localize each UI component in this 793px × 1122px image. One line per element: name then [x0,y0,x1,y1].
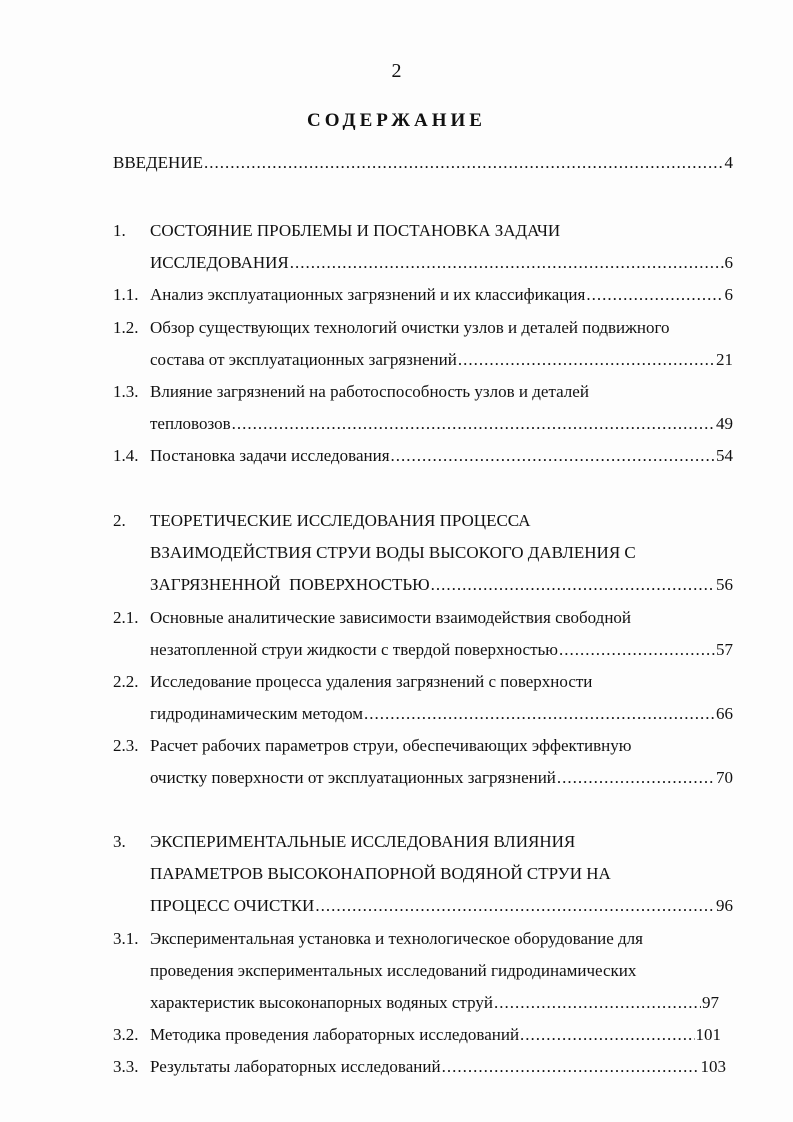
section-number: 3.2. [113,1025,139,1044]
toc-entry-ch2[interactable] [150,574,733,596]
toc-entry-page: 21 [716,350,733,369]
toc-entry-1-1[interactable] [150,284,733,306]
toc-entry-page: 56 [716,575,733,594]
chapter-title[interactable]: ПАРАМЕТРОВ ВЫСОКОНАПОРНОЙ ВОДЯНОЙ СТРУИ НА [150,864,611,883]
toc-entry-3-1[interactable] [150,992,719,1014]
toc-entry-ch1[interactable] [150,252,733,274]
toc-entry-label: ЗАГРЯЗНЕННОЙ ПОВЕРХНОСТЬЮ [150,575,430,594]
chapter-title[interactable]: ТЕОРЕТИЧЕСКИЕ ИССЛЕДОВАНИЯ ПРОЦЕССА [150,511,531,530]
section-number: 1.4. [113,446,139,465]
toc-entry-1-4[interactable] [150,445,733,467]
toc-entry-2-3[interactable] [150,767,733,789]
section-number: 3.1. [113,929,139,948]
section-title[interactable]: Основные аналитические зависимости взаимодействия свободной [150,608,632,627]
toc-entry-page: 96 [716,896,733,915]
toc-entry-label: Постановка задачи исследования [150,446,390,465]
section-number: 2.2. [113,672,139,691]
chapter-title[interactable]: СОСТОЯНИЕ ПРОБЛЕМЫ И ПОСТАНОВКА ЗАДАЧИ [150,221,561,240]
section-number: 3.3. [113,1057,139,1076]
section-title[interactable]: Обзор существующих технологий очистки узлов и деталей подвижного [150,318,670,337]
section-number: 1.1. [113,285,139,304]
toc-entry-1-2[interactable] [150,349,733,371]
toc-entry-label: характеристик высоконапорных водяных струй [150,993,493,1012]
toc-entry-label: тепловозов [150,414,231,433]
toc-entry-page: 49 [716,414,733,433]
section-title[interactable]: Влияние загрязнений на работоспособность узлов и деталей [150,382,589,401]
toc-entry-label: Методика проведения лабораторных исследований [150,1025,520,1044]
page-title: СОДЕРЖАНИЕ [307,110,486,131]
section-number: 2.3. [113,736,139,755]
section-number: 1.3. [113,382,139,401]
toc-entry-label: очистку поверхности от эксплуатационных загрязнений [150,768,556,787]
section-title[interactable]: Расчет рабочих параметров струи, обеспечивающих эффективную [150,736,632,755]
section-title[interactable]: Экспериментальная установка и технологическое оборудование для [150,929,643,948]
section-title[interactable]: проведения экспериментальных исследований гидродинамических [150,961,637,980]
toc-entry-page: 66 [716,704,733,723]
toc-entry-2-2[interactable] [150,703,733,725]
toc-entry-page: 97 [702,993,719,1012]
toc-entry-page: 57 [716,640,733,659]
toc-entry-label: Результаты лабораторных исследований [150,1057,441,1076]
toc-entry-ch3[interactable] [150,895,733,917]
toc-entry-label: незатопленной струи жидкости с твердой поверхностью [150,640,558,659]
chapter-number: 3. [113,832,126,851]
toc-entry-page: 54 [716,446,733,465]
toc-entry-2-1[interactable] [150,639,733,661]
toc-entry-page: 101 [695,1025,721,1044]
toc-entry-page: 6 [724,285,733,304]
toc-entry-page: 70 [716,768,733,787]
page-number: 2 [391,60,402,82]
toc-entry-label: гидродинамическим методом [150,704,364,723]
toc-entry-label: состава от эксплуатационных загрязнений [150,350,457,369]
chapter-title[interactable]: ВЗАИМОДЕЙСТВИЯ СТРУИ ВОДЫ ВЫСОКОГО ДАВЛЕНИЯ С [150,543,636,562]
toc-entry-1-3[interactable] [150,413,733,435]
section-number: 2.1. [113,608,139,627]
toc-entry-page: 4 [724,153,733,172]
section-title[interactable]: Исследование процесса удаления загрязнений с поверхности [150,672,593,691]
chapter-number: 2. [113,511,126,530]
toc-entry-page: 6 [724,253,733,272]
toc-entry-page: 103 [700,1057,726,1076]
chapter-number: 1. [113,221,126,240]
toc-entry-label: Анализ эксплуатационных загрязнений и их классификация [150,285,586,304]
toc-entry-3-2[interactable] [150,1024,721,1046]
toc-entry-intro[interactable] [113,152,733,174]
toc-entry-label: ИССЛЕДОВАНИЯ [150,253,289,272]
toc-entry-3-3[interactable] [150,1056,726,1078]
chapter-title[interactable]: ЭКСПЕРИМЕНТАЛЬНЫЕ ИССЛЕДОВАНИЯ ВЛИЯНИЯ [150,832,576,851]
toc-entry-label: ПРОЦЕСС ОЧИСТКИ [150,896,315,915]
section-number: 1.2. [113,318,139,337]
toc-entry-label: ВВЕДЕНИЕ [113,153,203,172]
